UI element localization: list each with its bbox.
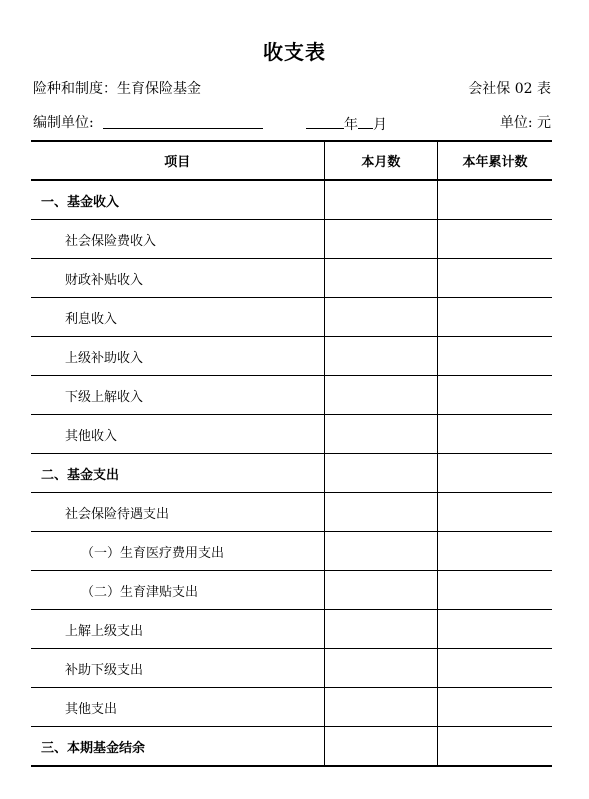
month-amount-cell[interactable] xyxy=(324,220,437,259)
table-row xyxy=(31,688,552,727)
reporting-unit-label: 编制单位: xyxy=(33,115,94,131)
ytd-amount-cell[interactable] xyxy=(438,649,552,688)
table-row xyxy=(31,610,552,649)
month-amount-cell[interactable] xyxy=(324,180,437,220)
table-row xyxy=(31,298,552,337)
insurance-scheme-label: 险种和制度：生育保险基金 xyxy=(33,81,201,97)
month-amount-cell[interactable] xyxy=(324,376,437,415)
month-amount-cell[interactable] xyxy=(324,454,437,493)
row-item-label: 补助下级支出 xyxy=(31,649,324,688)
row-item-label: 其他支出 xyxy=(31,688,324,727)
ytd-amount-cell[interactable] xyxy=(438,727,552,767)
row-item-label: 财政补贴收入 xyxy=(31,259,324,298)
row-item-label: 利息收入 xyxy=(31,298,324,337)
table-row xyxy=(31,376,552,415)
row-item-label: 上解上级支出 xyxy=(31,610,324,649)
table-row xyxy=(31,571,552,610)
row-item-label: 其他收入 xyxy=(31,415,324,454)
row-item-label: （二）生育津贴支出 xyxy=(31,571,324,610)
year-label: 年 xyxy=(344,117,358,133)
month-amount-cell[interactable] xyxy=(324,610,437,649)
table-row xyxy=(31,649,552,688)
ytd-amount-cell[interactable] xyxy=(438,180,552,220)
month-label: 月 xyxy=(373,117,387,133)
table-header-row xyxy=(31,141,552,180)
ytd-amount-cell[interactable] xyxy=(438,415,552,454)
month-amount-cell[interactable] xyxy=(324,649,437,688)
month-blank[interactable] xyxy=(358,113,373,129)
month-amount-cell[interactable] xyxy=(324,259,437,298)
currency-unit-label: 单位: 元 xyxy=(499,115,551,131)
month-amount-cell[interactable] xyxy=(324,298,437,337)
row-item-label: 三、本期基金结余 xyxy=(31,727,324,767)
table-row xyxy=(31,454,552,493)
row-item-label: 上级补助收入 xyxy=(31,337,324,376)
ytd-amount-cell[interactable] xyxy=(438,571,552,610)
row-item-label: 一、基金收入 xyxy=(31,180,324,220)
month-amount-cell[interactable] xyxy=(324,415,437,454)
reporting-unit-field[interactable] xyxy=(103,113,263,129)
ytd-amount-cell[interactable] xyxy=(438,220,552,259)
table-row xyxy=(31,259,552,298)
ytd-amount-cell[interactable] xyxy=(438,454,552,493)
table-row xyxy=(31,727,552,767)
ytd-amount-cell[interactable] xyxy=(438,610,552,649)
ytd-amount-cell[interactable] xyxy=(438,688,552,727)
year-blank[interactable] xyxy=(306,113,344,129)
table-row xyxy=(31,493,552,532)
column-header-month: 本月数 xyxy=(324,141,437,180)
row-item-label: （一）生育医疗费用支出 xyxy=(31,532,324,571)
row-item-label: 下级上解收入 xyxy=(31,376,324,415)
ytd-amount-cell[interactable] xyxy=(438,493,552,532)
page-title: 收支表 xyxy=(263,40,326,64)
row-item-label: 社会保险待遇支出 xyxy=(31,493,324,532)
ytd-amount-cell[interactable] xyxy=(438,376,552,415)
row-item-label: 社会保险费收入 xyxy=(31,220,324,259)
form-code: 会社保 02 表 xyxy=(468,81,551,97)
ytd-amount-cell[interactable] xyxy=(438,337,552,376)
ytd-amount-cell[interactable] xyxy=(438,532,552,571)
table-row xyxy=(31,415,552,454)
month-amount-cell[interactable] xyxy=(324,571,437,610)
header-row-scheme xyxy=(33,79,551,99)
month-amount-cell[interactable] xyxy=(324,337,437,376)
table-row xyxy=(31,180,552,220)
ytd-amount-cell[interactable] xyxy=(438,298,552,337)
table-row xyxy=(31,220,552,259)
table-row xyxy=(31,532,552,571)
month-amount-cell[interactable] xyxy=(324,688,437,727)
ytd-amount-cell[interactable] xyxy=(438,259,552,298)
column-header-item: 项目 xyxy=(31,141,324,180)
month-amount-cell[interactable] xyxy=(324,532,437,571)
period-field xyxy=(306,113,387,135)
income-expense-table xyxy=(31,140,552,767)
month-amount-cell[interactable] xyxy=(324,493,437,532)
row-item-label: 二、基金支出 xyxy=(31,454,324,493)
column-header-ytd: 本年累计数 xyxy=(438,141,552,180)
month-amount-cell[interactable] xyxy=(324,727,437,767)
table-row xyxy=(31,337,552,376)
